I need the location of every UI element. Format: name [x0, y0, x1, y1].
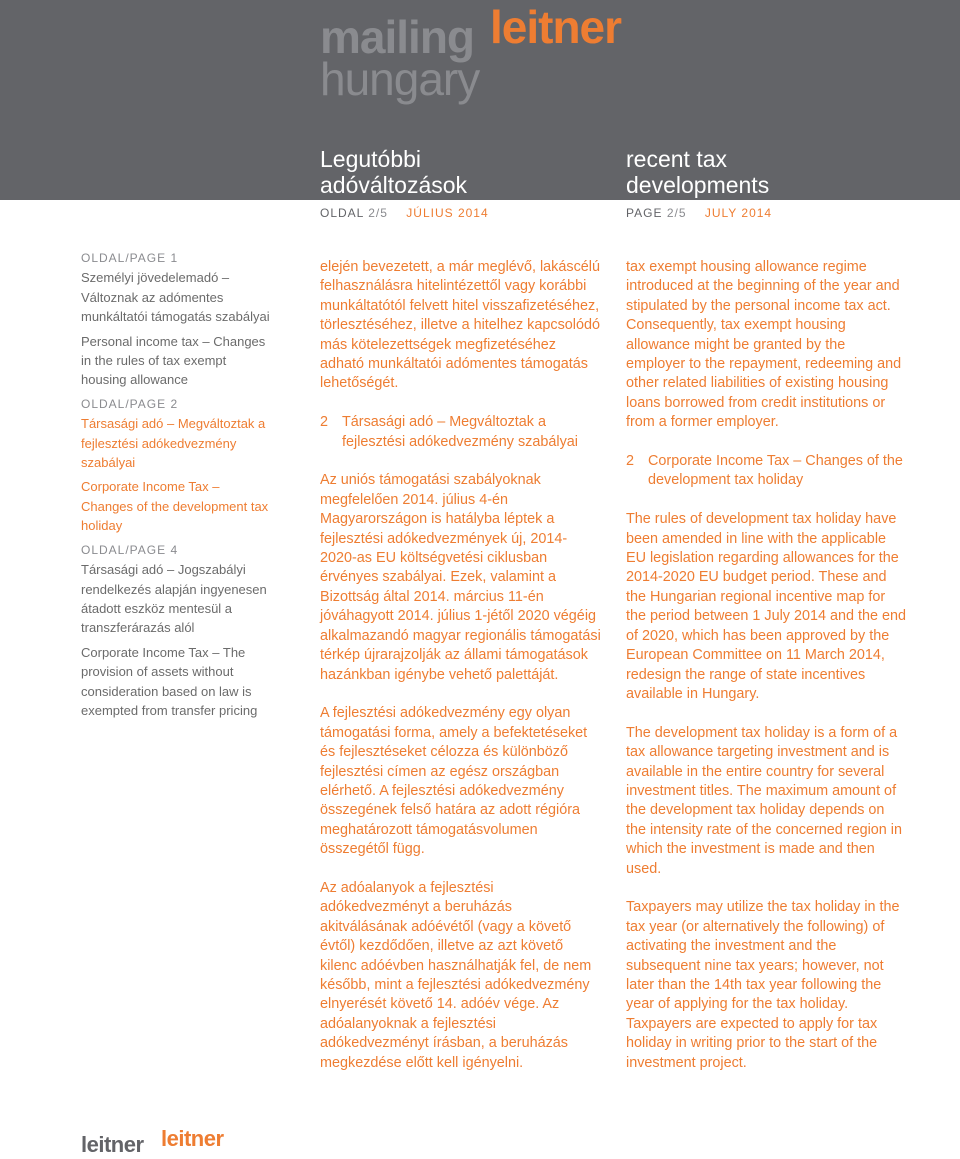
logo-hungary-text: hungary — [320, 53, 480, 105]
toc-entry[interactable]: Társasági adó – Jogszabályi rendelkezés alapján ingyenesen átadott eszköz mentesül a transzferárazás alól — [81, 562, 267, 636]
toc-entry-current[interactable]: Corporate Income Tax – Changes of the development tax holiday — [81, 479, 269, 534]
leitner-leitner-logo — [81, 1128, 281, 1159]
article-paragraph: Az uniós támogatási szabályoknak megfelelően 2014. július 4-én Magyarországon is hatályba léptek a fejlesztési adókedvezmények új, 2014-2020-as EU költségvetési ciklusban érvényes szabályai. Ezek, valamint a Bizottság által 2014. március 11-én jóváhagyott 2014. július 1-jétől 2020 végéig alkalmazandó magyar regionális támogatási térkép újrarajzolják az állami támogatások hazánkban igénybe vehető palettáját. — [320, 472, 601, 683]
article-column-english — [626, 258, 908, 1092]
article-paragraph: Taxpayers may utilize the tax holiday in the tax year (or alternatively the following) of activating the investment and the subsequent nine tax years; however, not later than the 14th tax year following the year of applying for the tax holiday. Taxpayers are expected to apply for tax holiday in writing prior to the start of the investment project. — [626, 899, 900, 1071]
toc-entry[interactable]: Personal income tax – Changes in the rules of tax exempt housing allowance — [81, 333, 266, 388]
issue-date: JULY 2014 — [704, 206, 773, 220]
toc-entry[interactable]: Személyi jövedelemadó – Változnak az adómentes munkáltatói támogatás szabályai — [81, 270, 270, 325]
page-info-english — [626, 206, 772, 220]
issue-date: JÚLIUS 2014 — [406, 206, 489, 220]
article-intro-paragraph: tax exempt housing allowance regime introduced at the beginning of the year and stipulated by the personal income tax act. Consequently, tax exempt housing allowance might be granted by the employer to the repayment, redeeming and other related liabilities of existing housing loans borrowed from credit institutions or from a former employer. — [626, 259, 902, 431]
article-paragraph: A fejlesztési adókedvezmény egy olyan támogatási forma, amely a befektetéseket és fejlesztéseket célozza és különböző fejlesztési címen az egész országban elérhető. A fejlesztési adókedvezmény összegének felső határa az adott régióra meghatározott támogatásvolumen összegétől függ. — [320, 705, 588, 858]
article-paragraph: Az adóalanyok a fejlesztési adókedvezményt a beruházás akitválásának adóévétől (vagy a követő évtől) kezdődően, illetve az azt követő kilenc adóévben használhatják fel, de nem később, mint a fejlesztési adókedvezmény elnyerését követő 14. adóév vége. Az adóalanyoknak a fejlesztési adókedvezményt írásban, a beruházás megkezdése előtt kell igényelni. — [320, 879, 592, 1071]
article-paragraph: The development tax holiday is a form of a tax allowance targeting investment and is available in the entire country for several investment titles. The maximum amount of the development tax holiday depends on the intensity rate of the concerned region in which the investment is made and then used. — [626, 724, 902, 877]
page-number: 2/5 — [666, 206, 687, 220]
logo-leitner-dark: leitner — [81, 1132, 144, 1157]
logo-leitner-text: leitner — [490, 1, 622, 53]
page-label: PAGE — [626, 206, 663, 220]
page-info-hungarian — [320, 206, 489, 220]
article-column-hungarian — [320, 258, 602, 1092]
toc-entry[interactable]: Corporate Income Tax – The provision of assets without consideration based on law is exempted from transfer pricing — [81, 644, 258, 718]
table-of-contents — [81, 249, 271, 725]
toc-page-label: OLDAL/PAGE 4 — [81, 542, 179, 557]
logo-leitner-orange: leitner — [161, 1126, 224, 1151]
logo-mailing-text: mailing — [320, 11, 475, 63]
section-number: 2 — [320, 414, 329, 431]
page-number: 2/5 — [368, 206, 388, 220]
title-hungarian: Legutóbbi adóváltozások — [320, 146, 468, 198]
title-english: recent tax developments — [626, 146, 770, 198]
section-heading — [320, 413, 602, 452]
section-heading-text: Társasági adó – Megváltoztak a fejlesztési adókedvezmény szabályai — [342, 414, 578, 450]
article-paragraph: The rules of development tax holiday have been amended in line with the applicable EU legislation regarding allowances for the 2014-2020 EU budget period. These and the Hungarian regional incentive map for the period between 1 July 2014 and the end of 2020, which has been approved by the European Committee on 11 March 2014, redesign the range of state incentives available in Hungary. — [626, 511, 907, 702]
page-label: OLDAL — [320, 206, 364, 220]
section-heading-text: Corporate Income Tax – Changes of the development tax holiday — [648, 453, 903, 489]
toc-entry-current[interactable]: Társasági adó – Megváltoztak a fejlesztési adókedvezmény szabályai — [81, 416, 266, 471]
section-number: 2 — [626, 453, 635, 470]
header-band — [0, 0, 960, 200]
article-intro-paragraph: elején bevezetett, a már meglévő, lakáscélú felhasználásra hitelintézettől vagy korábbi munkáltatótól felvett hitel visszafizetéséhez, törlesztéséhez, illetve a hitelhez kapcsolódó más kötelezettségek megfizetéséhez adható munkáltatói adómentes támogatás lehetőségét. — [320, 259, 600, 392]
toc-page-label: OLDAL/PAGE 2 — [81, 396, 179, 411]
section-heading — [626, 452, 908, 491]
toc-page-label: OLDAL/PAGE 1 — [81, 251, 179, 265]
